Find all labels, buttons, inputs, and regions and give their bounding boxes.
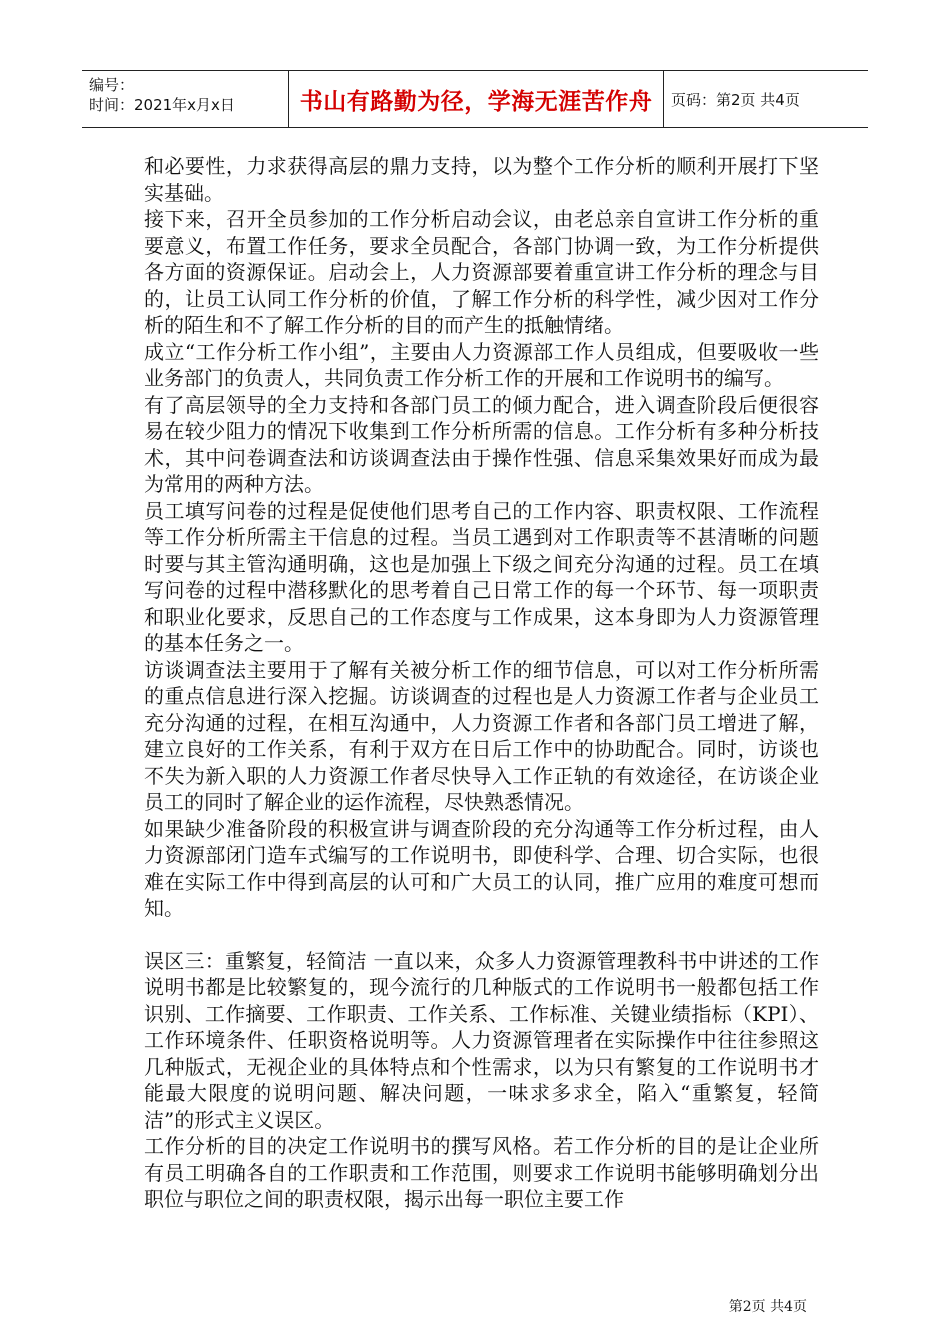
document-body — [144, 153, 819, 1213]
header-motto: 书山有路勤为径，学海无涯苦作舟 — [299, 88, 653, 115]
page-header — [82, 70, 868, 128]
header-page-label: 页码：第2页 共4页 — [671, 90, 800, 109]
page-footer — [729, 1296, 807, 1316]
paragraph: 成立“工作分析工作小组”，主要由人力资源部工作人员组成，但要吸收一些业务部门的负责人，共同负责工作分析工作的开展和工作说明书的编写。 — [144, 339, 819, 390]
paragraph: 和必要性，力求获得高层的鼎力支持，以为整个工作分析的顺利开展打下坚实基础。 — [144, 154, 819, 205]
header-motto-cell — [288, 71, 664, 127]
footer-page-number: 第2页 共4页 — [728, 1299, 807, 1315]
section-paragraph: 误区三：重繁复，轻简洁 一直以来，众多人力资源管理教科书中讲述的工作说明书都是比较繁复的，现今流行的几种版式的工作说明书一般都包括工作识别、工作摘要、工作职责、工作关系、工作标准、关键业绩指标（KPI）、工作环境条件、任职资格说明等。人力资源管理者在实际操作中往往参照这几种版式，无视企业的具体特点和个性需求，以为只有繁复的工作说明书才能最大限度的说明问题、解决问题，一味求多求全，陷入“重繁复，轻简洁”的形式主义误区。 — [144, 948, 819, 1132]
paragraph: 工作分析的目的决定工作说明书的撰写风格。若工作分析的目的是让企业所有员工明确各自的工作职责和工作范围，则要求工作说明书能够明确划分出职位与职位之间的职责权限，揭示出每一职位主要工作 — [144, 1134, 819, 1211]
paragraph: 如果缺少准备阶段的积极宣讲与调查阶段的充分沟通等工作分析过程，由人力资源部闭门造车式编写的工作说明书，即使科学、合理、切合实际，也很难在实际工作中得到高层的认可和广大员工的认同，推广应用的难度可想而知。 — [144, 816, 819, 920]
document-date-label: 时间：2021年x月x日 — [89, 96, 235, 114]
paragraph: 有了高层领导的全力支持和各部门员工的倾力配合，进入调查阶段后便很容易在较少阻力的情况下收集到工作分析所需的信息。工作分析有多种分析技术，其中问卷调查法和访谈调查法由于操作性强、信息采集效果好而成为最为常用的两种方法。 — [144, 392, 819, 496]
paragraph: 员工填写问卷的过程是促使他们思考自己的工作内容、职责权限、工作流程等工作分析所需主干信息的过程。当员工遇到对工作职责等不甚清晰的问题时要与其主管沟通明确，这也是加强上下级之间充分沟通的过程。员工在填写问卷的过程中潜移默化的思考着自己日常工作的每一个环节、每一项职责和职业化要求，反思自己的工作态度与工作成果，这本身即为人力资源管理的基本任务之一。 — [144, 498, 819, 655]
header-meta — [82, 71, 288, 127]
document-number-label: 编号： — [89, 76, 135, 94]
header-page-cell — [664, 71, 868, 127]
paragraph: 接下来，召开全员参加的工作分析启动会议，由老总亲自宣讲工作分析的重要意义，布置工作任务，要求全员配合，各部门协调一致，为工作分析提供各方面的资源保证。启动会上，人力资源部要着重宣讲工作分析的理念与目的，让员工认同工作分析的价值，了解工作分析的科学性，减少因对工作分析的陌生和不了解工作分析的目的而产生的抵触情绪。 — [144, 207, 819, 337]
paragraph: 访谈调查法主要用于了解有关被分析工作的细节信息，可以对工作分析所需的重点信息进行深入挖掘。访谈调查的过程也是人力资源工作者与企业员工充分沟通的过程，在相互沟通中，人力资源工作者和各部门员工增进了解，建立良好的工作关系，有利于双方在日后工作中的协助配合。同时，访谈也不失为新入职的人力资源工作者尽快导入工作正轨的有效途径，在访谈企业员工的同时了解企业的运作流程，尽快熟悉情况。 — [144, 657, 819, 814]
